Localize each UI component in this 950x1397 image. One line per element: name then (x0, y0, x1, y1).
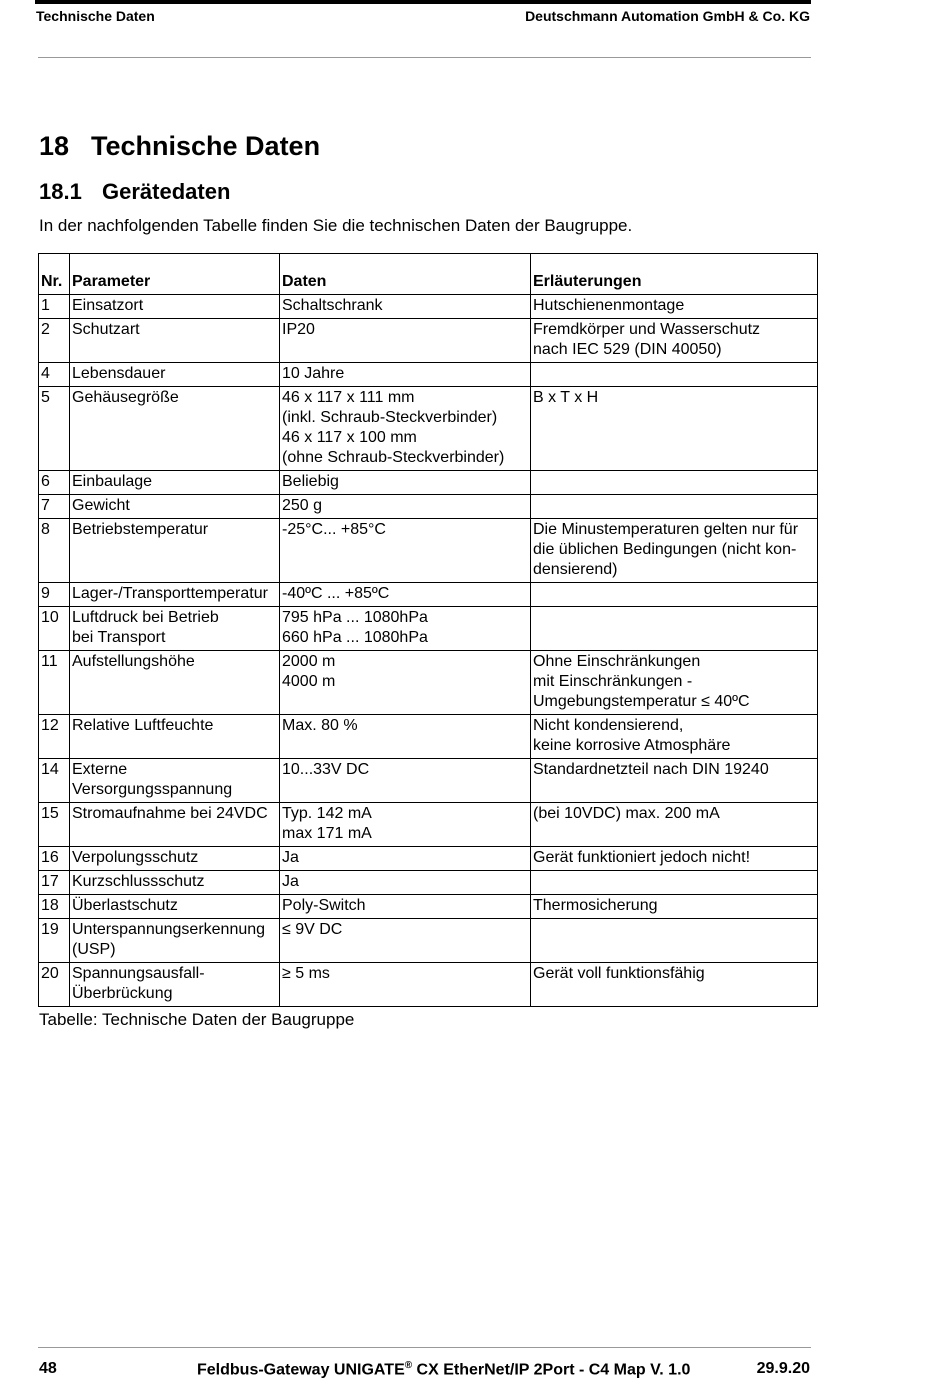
table-row (39, 607, 818, 651)
table-row (39, 919, 818, 963)
cell-nr: 19 (39, 919, 70, 963)
cell-nr: 10 (39, 607, 70, 651)
cell-daten: Beliebig (280, 471, 531, 495)
cell-erlaeuterungen: Standardnetzteil nach DIN 19240 (531, 759, 818, 803)
cell-nr: 17 (39, 871, 70, 895)
cell-nr: 15 (39, 803, 70, 847)
cell-erlaeuterungen: Hutschienenmontage (531, 295, 818, 319)
table-row (39, 295, 818, 319)
cell-erlaeuterungen: (bei 10VDC) max. 200 mA (531, 803, 818, 847)
column-header-daten: Daten (280, 254, 531, 295)
table-header-row (39, 254, 818, 295)
cell-nr: 9 (39, 583, 70, 607)
section-heading (39, 179, 230, 205)
cell-parameter: Lebensdauer (70, 363, 280, 387)
chapter-heading (39, 131, 320, 162)
cell-daten: 10 Jahre (280, 363, 531, 387)
cell-erlaeuterungen: Fremdkörper und Wasserschutz nach IEC 529 (DIN 40050) (531, 319, 818, 363)
cell-nr: 5 (39, 387, 70, 471)
cell-parameter: Unterspannungserkennung (USP) (70, 919, 280, 963)
running-header-company: Deutschmann Automation GmbH & Co. KG (525, 8, 810, 24)
table-row (39, 963, 818, 1007)
cell-erlaeuterungen: Gerät funktioniert jedoch nicht! (531, 847, 818, 871)
cell-nr: 6 (39, 471, 70, 495)
cell-daten: 46 x 117 x 111 mm (inkl. Schraub-Steckverbinder) 46 x 117 x 100 mm (ohne Schraub-Steckverbinder) (280, 387, 531, 471)
table-row (39, 847, 818, 871)
column-header-erlaeuterungen: Erläuterungen (531, 254, 818, 295)
document-title (197, 1360, 690, 1379)
cell-erlaeuterungen: Ohne Einschränkungen mit Einschränkungen - Umgebungstemperatur ≤ 40ºC (531, 651, 818, 715)
section-number: 18.1 (39, 179, 82, 204)
cell-erlaeuterungen (531, 607, 818, 651)
cell-parameter: Gewicht (70, 495, 280, 519)
cell-daten: ≥ 5 ms (280, 963, 531, 1007)
cell-parameter: Relative Luftfeuchte (70, 715, 280, 759)
column-header-parameter: Parameter (70, 254, 280, 295)
column-header-nr: Nr. (39, 254, 70, 295)
cell-daten: 795 hPa ... 1080hPa 660 hPa ... 1080hPa (280, 607, 531, 651)
cell-daten: -40ºC ... +85ºC (280, 583, 531, 607)
cell-nr: 12 (39, 715, 70, 759)
cell-nr: 11 (39, 651, 70, 715)
cell-erlaeuterungen (531, 471, 818, 495)
table-row (39, 759, 818, 803)
cell-nr: 16 (39, 847, 70, 871)
table-row (39, 871, 818, 895)
cell-parameter: Kurzschlussschutz (70, 871, 280, 895)
cell-erlaeuterungen (531, 919, 818, 963)
table-row (39, 387, 818, 471)
cell-daten: 2000 m 4000 m (280, 651, 531, 715)
cell-nr: 2 (39, 319, 70, 363)
cell-parameter: Externe Versorgungsspannung (70, 759, 280, 803)
header-divider (38, 57, 811, 58)
cell-erlaeuterungen (531, 583, 818, 607)
cell-parameter: Einbaulage (70, 471, 280, 495)
table-row (39, 803, 818, 847)
registered-mark: ® (404, 1360, 413, 1371)
chapter-number: 18 (39, 131, 70, 161)
cell-erlaeuterungen (531, 495, 818, 519)
table-row (39, 583, 818, 607)
document-date: 29.9.20 (756, 1360, 810, 1377)
cell-daten: Schaltschrank (280, 295, 531, 319)
cell-parameter: Luftdruck bei Betrieb bei Transport (70, 607, 280, 651)
intro-paragraph: In der nachfolgenden Tabelle finden Sie die technischen Daten der Baugruppe. (39, 216, 633, 235)
cell-nr: 18 (39, 895, 70, 919)
cell-daten: Ja (280, 847, 531, 871)
running-header-section: Technische Daten (36, 8, 155, 24)
cell-daten: 10...33V DC (280, 759, 531, 803)
table-body (39, 295, 818, 1007)
cell-nr: 20 (39, 963, 70, 1007)
technical-data-table (38, 253, 818, 1007)
table-caption: Tabelle: Technische Daten der Baugruppe (39, 1010, 355, 1029)
table-row (39, 651, 818, 715)
cell-daten: -25°C... +85°C (280, 519, 531, 583)
cell-daten: 250 g (280, 495, 531, 519)
cell-parameter: Verpolungsschutz (70, 847, 280, 871)
cell-parameter: Überlastschutz (70, 895, 280, 919)
cell-erlaeuterungen: Gerät voll funktionsfähig (531, 963, 818, 1007)
cell-erlaeuterungen (531, 871, 818, 895)
page-number: 48 (39, 1360, 57, 1377)
cell-parameter: Stromaufnahme bei 24VDC (70, 803, 280, 847)
cell-daten: Poly-Switch (280, 895, 531, 919)
cell-daten: IP20 (280, 319, 531, 363)
cell-nr: 8 (39, 519, 70, 583)
chapter-title: Technische Daten (91, 131, 321, 161)
cell-nr: 4 (39, 363, 70, 387)
cell-daten: Typ. 142 mA max 171 mA (280, 803, 531, 847)
cell-parameter: Spannungsausfall- Überbrückung (70, 963, 280, 1007)
cell-daten: Max. 80 % (280, 715, 531, 759)
cell-nr: 7 (39, 495, 70, 519)
cell-parameter: Einsatzort (70, 295, 280, 319)
cell-erlaeuterungen (531, 363, 818, 387)
table-row (39, 519, 818, 583)
table-row (39, 895, 818, 919)
cell-erlaeuterungen: Thermosicherung (531, 895, 818, 919)
document-title-rest: CX EtherNet/IP 2Port - C4 Map V. 1.0 (412, 1361, 691, 1379)
cell-parameter: Aufstellungshöhe (70, 651, 280, 715)
table-row (39, 319, 818, 363)
document-title-main: Feldbus-Gateway UNIGATE (197, 1361, 405, 1379)
table-row (39, 715, 818, 759)
cell-erlaeuterungen: Nicht kondensierend, keine korrosive Atmosphäre (531, 715, 818, 759)
footer-divider (38, 1347, 811, 1348)
table-row (39, 471, 818, 495)
header-top-rule (35, 0, 811, 4)
cell-daten: ≤ 9V DC (280, 919, 531, 963)
cell-nr: 1 (39, 295, 70, 319)
cell-erlaeuterungen: Die Minustemperaturen gelten nur für die üblichen Bedingungen (nicht kon- densierend) (531, 519, 818, 583)
section-title: Gerätedaten (102, 179, 231, 204)
cell-parameter: Gehäusegröße (70, 387, 280, 471)
table-row (39, 363, 818, 387)
cell-erlaeuterungen: B x T x H (531, 387, 818, 471)
cell-nr: 14 (39, 759, 70, 803)
cell-parameter: Lager-/Transporttemperatur (70, 583, 280, 607)
cell-parameter: Betriebstemperatur (70, 519, 280, 583)
table-row (39, 495, 818, 519)
cell-parameter: Schutzart (70, 319, 280, 363)
cell-daten: Ja (280, 871, 531, 895)
